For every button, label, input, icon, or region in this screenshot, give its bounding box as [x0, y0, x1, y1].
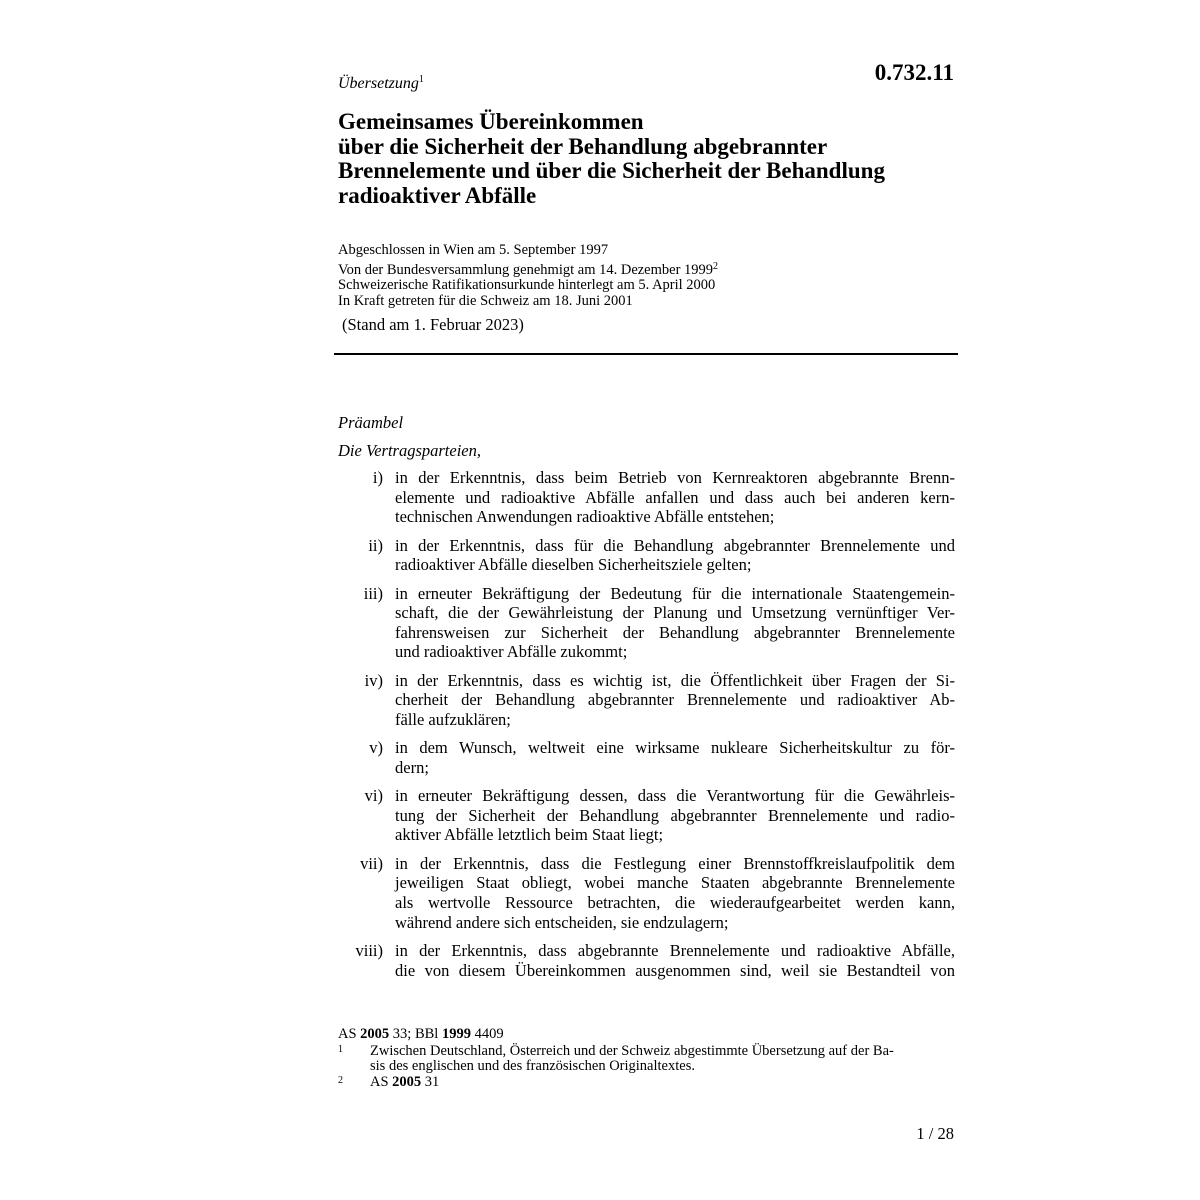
- text-line: dern;: [395, 757, 429, 777]
- text-line: in erneuter Bekräftigung dessen, dass die Verantwortung für die Gewährleis-: [395, 786, 955, 806]
- text-line: fälle aufzuklären;: [395, 709, 511, 729]
- sr-number: 0.732.11: [874, 60, 954, 85]
- item-number: vi): [364, 786, 383, 806]
- text-line: in der Erkenntnis, dass es wichtig ist, die Öffentlichkeit über Fragen der Si-: [395, 670, 955, 690]
- preamble-item: [338, 536, 955, 575]
- text-line: elemente und radioaktive Abfälle anfallen und dass auch bei anderen kern-: [395, 487, 955, 507]
- item-text: [395, 738, 955, 777]
- item-text: [395, 584, 955, 662]
- text-line: in dem Wunsch, weltweit eine wirksame nukleare Sicherheitskultur zu för-: [395, 738, 955, 758]
- text-line: als wertvolle Ressource betrachten, die wiederaufgearbeitet werden kann,: [395, 893, 955, 913]
- footnote-ref-1[interactable]: 1: [418, 74, 424, 85]
- text-line: in der Erkenntnis, dass abgebrannte Brennelemente und radioaktive Abfälle,: [395, 941, 955, 961]
- text-line: technischen Anwendungen radioaktive Abfälle entstehen;: [395, 507, 775, 527]
- footnote-1: [338, 1044, 955, 1075]
- title-line: über die Sicherheit der Behandlung abgebrannter: [338, 133, 828, 159]
- item-text: [395, 536, 955, 575]
- text-line: die von diesem Übereinkommen ausgenommen sind, weil sie Bestandteil von: [395, 960, 955, 980]
- item-number: v): [369, 738, 383, 758]
- text-line: in der Erkenntnis, dass beim Betrieb von Kernreaktoren abgebrannte Brenn-: [395, 468, 955, 487]
- official-compilation-reference: AS 2005 33; BBl 1999 4409: [338, 1026, 504, 1042]
- approved-date-text: Von der Bundesversammlung genehmigt am 14. Dezember 1999: [338, 261, 714, 278]
- preamble-heading: Präambel: [338, 413, 404, 432]
- document-title: [338, 110, 958, 208]
- item-text: [395, 671, 955, 730]
- text-line: und radioaktiver Abfälle zukommt;: [395, 642, 628, 662]
- preamble-item: [338, 941, 955, 980]
- title-line: radioaktiver Abfälle: [338, 182, 537, 208]
- document-metadata: [338, 243, 958, 309]
- footnote-ref-2[interactable]: 2: [713, 260, 719, 272]
- footnote-2: [338, 1075, 955, 1091]
- preamble-item: [338, 786, 955, 845]
- text-line: schaft, die der Gewährleistung der Planung und Umsetzung vernünftiger Ver-: [395, 603, 955, 623]
- item-text: [395, 941, 955, 980]
- item-text: [395, 468, 955, 527]
- text-line: in der Erkenntnis, dass die Festlegung einer Brennstoffkreislaufpolitik dem: [395, 853, 955, 873]
- translation-label-text: Übersetzung: [338, 75, 419, 92]
- text-line: radioaktiver Abfälle dieselben Sicherheitsziele gelten;: [395, 555, 752, 575]
- preamble-items: [338, 468, 955, 989]
- text-line: jeweiligen Staat obliegt, wobei manche Staaten abgebrannte Brennelemente: [395, 873, 955, 893]
- title-line: Brennelemente und über die Sicherheit der Behandlung: [338, 158, 885, 183]
- status-date: (Stand am 1. Februar 2023): [342, 315, 524, 334]
- item-number: viii): [355, 941, 383, 961]
- item-number: iii): [363, 583, 383, 603]
- text-line: aktiver Abfälle letztlich beim Staat liegt;: [395, 825, 664, 845]
- title-line: Gemeinsames Übereinkommen: [338, 109, 644, 134]
- item-number: vii): [360, 853, 383, 873]
- preamble-item: [338, 854, 955, 932]
- preamble-item: [338, 738, 955, 777]
- item-text: [395, 854, 955, 932]
- item-number: ii): [368, 535, 383, 555]
- footnote-number: 2: [338, 1074, 343, 1086]
- text-line: während andere sich entscheiden, sie endzulagern;: [395, 912, 729, 932]
- horizontal-divider: [334, 353, 958, 355]
- parties-intro: Die Vertragsparteien,: [338, 441, 481, 460]
- item-number: iv): [364, 670, 383, 690]
- footnote-text: Zwischen Deutschland, Österreich und der Schweiz abgestimmte Übersetzung auf der Ba- sis des englischen und des französischen Originaltextes.: [370, 1042, 894, 1074]
- text-line: fahrensweisen zur Sicherheit der Behandlung abgebrannter Brennelemente: [395, 622, 955, 642]
- preamble-item: [338, 468, 955, 527]
- in-force-date: In Kraft getreten für die Schweiz am 18. Juni 2001: [338, 292, 633, 309]
- text-line: in der Erkenntnis, dass für die Behandlung abgebrannter Brennelemente und: [395, 535, 955, 555]
- item-number: i): [372, 468, 383, 487]
- concluded-date: Abgeschlossen in Wien am 5. September 1997: [338, 242, 609, 258]
- footnotes: [338, 1027, 955, 1090]
- text-line: cherheit der Behandlung abgebrannter Brennelemente und radioaktiver Ab-: [395, 690, 955, 710]
- text-line: tung der Sicherheit der Behandlung abgebrannter Brennelemente und radio-: [395, 805, 955, 825]
- preamble-item: [338, 671, 955, 730]
- item-text: [395, 786, 955, 845]
- text-line: in erneuter Bekräftigung der Bedeutung für die internationale Staatengemein-: [395, 583, 955, 603]
- footnote-text: AS 2005 31: [370, 1073, 440, 1090]
- preamble-item: [338, 584, 955, 662]
- ratification-date: Schweizerische Ratifikationsurkunde hinterlegt am 5. April 2000: [338, 277, 716, 293]
- page-number: 1 / 28: [916, 1124, 954, 1143]
- footnote-number: 1: [338, 1043, 343, 1055]
- approved-date: [338, 259, 958, 279]
- translation-label: [338, 74, 424, 93]
